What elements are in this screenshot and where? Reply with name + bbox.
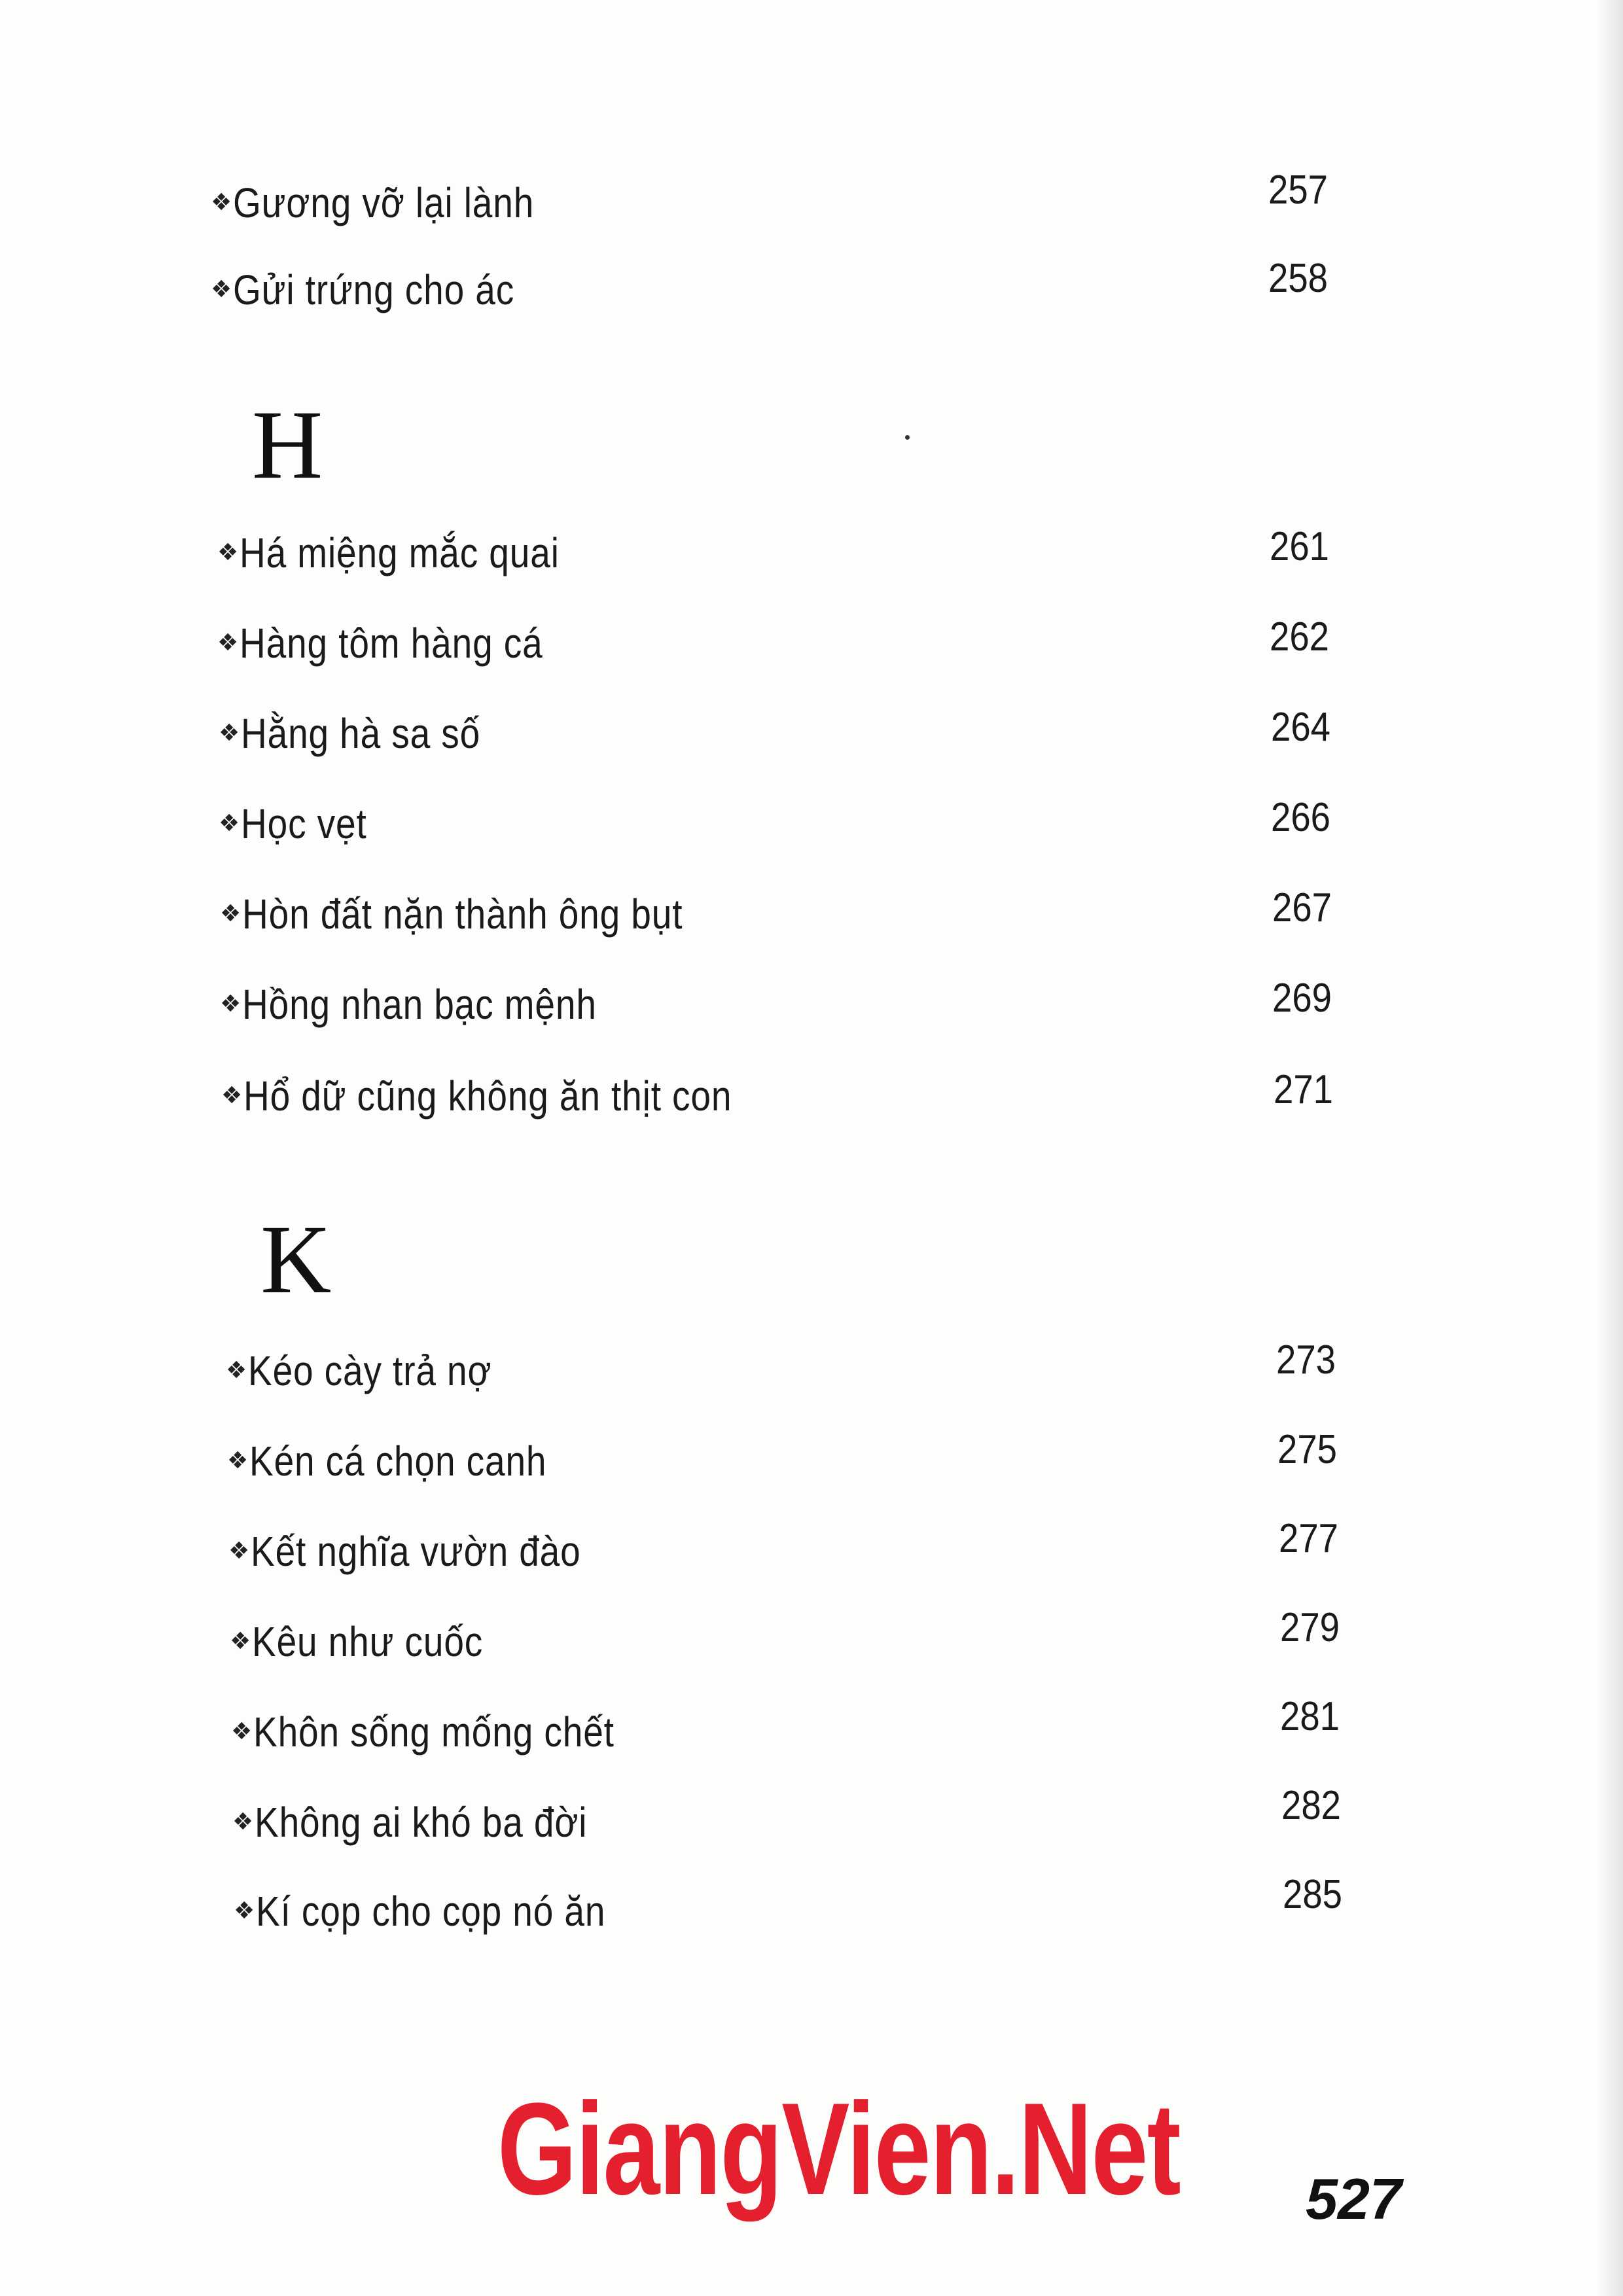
toc-entry-page: 279 (1280, 1605, 1340, 1650)
toc-entry-page: 261 (1270, 524, 1330, 569)
diamond-bullet-icon: ❖ (230, 1628, 251, 1655)
toc-entry (219, 794, 387, 853)
toc-entry-page: 271 (1274, 1067, 1334, 1112)
toc-entry-title: Hằng hà sa số (241, 710, 481, 757)
toc-entry-title: Kén cá chọn canh (249, 1438, 547, 1485)
section-letter-k: K (260, 1205, 332, 1314)
toc-entry (219, 704, 520, 763)
toc-entry (232, 1793, 641, 1852)
toc-entry (221, 1067, 812, 1125)
toc-entry-title: Gửi trứng cho ác (233, 266, 515, 313)
toc-entry (220, 975, 654, 1034)
toc-entry-page: 282 (1281, 1783, 1342, 1828)
toc-entry-title: Há miệng mắc quai (240, 529, 560, 576)
toc-entry-title: Khôn sống mống chết (253, 1708, 615, 1756)
toc-entry-title: Hồng nhan bạc mệnh (242, 981, 597, 1028)
toc-entry (230, 1612, 521, 1671)
toc-entry-page: 285 (1283, 1872, 1343, 1917)
toc-entry-title: Hổ dữ cũng không ăn thịt con (243, 1072, 732, 1120)
toc-entry-page: 277 (1279, 1516, 1339, 1561)
scan-speck (905, 435, 910, 440)
toc-entry (234, 1882, 662, 1941)
toc-entry (217, 523, 611, 582)
toc-entry (220, 885, 755, 944)
toc-entry-page: 262 (1270, 614, 1330, 660)
toc-entry-title: Không ai khó ba đời (255, 1799, 588, 1846)
toc-entry-page: 275 (1277, 1427, 1338, 1472)
toc-entry-page: 281 (1280, 1694, 1340, 1739)
diamond-bullet-icon: ❖ (217, 629, 239, 656)
toc-entry (228, 1522, 635, 1581)
toc-entry (217, 614, 592, 673)
toc-entry-title: Gương vỡ lại lành (233, 179, 535, 226)
diamond-bullet-icon: ❖ (234, 1898, 255, 1924)
diamond-bullet-icon: ❖ (232, 1809, 254, 1835)
diamond-bullet-icon: ❖ (211, 276, 232, 303)
diamond-bullet-icon: ❖ (228, 1538, 250, 1564)
toc-entry-page: 269 (1272, 976, 1332, 1021)
toc-entry (211, 260, 560, 319)
toc-entry-title: Kéo cày trả nợ (248, 1347, 492, 1394)
toc-entry (211, 173, 583, 232)
toc-entry-page: 267 (1272, 885, 1332, 930)
diamond-bullet-icon: ❖ (211, 189, 232, 216)
diamond-bullet-icon: ❖ (221, 1082, 243, 1109)
toc-entry-page: 258 (1268, 256, 1329, 301)
diamond-bullet-icon: ❖ (220, 991, 241, 1017)
toc-entry (226, 1341, 531, 1400)
watermark-logo: GiangVien.Net (497, 2076, 1181, 2222)
toc-entry-page: 273 (1276, 1337, 1336, 1383)
toc-entry-title: Kí cọp cho cọp nó ăn (256, 1888, 606, 1935)
diamond-bullet-icon: ❖ (220, 900, 241, 927)
toc-entry-title: Hòn đất nặn thành ông bụt (242, 891, 683, 938)
toc-entry-title: Học vẹt (241, 800, 367, 847)
toc-entry-title: Kêu như cuốc (252, 1618, 484, 1665)
section-letter-h: H (252, 391, 323, 499)
toc-entry-title: Kết nghĩa vườn đào (251, 1528, 581, 1575)
diamond-bullet-icon: ❖ (217, 539, 239, 566)
diamond-bullet-icon: ❖ (219, 720, 240, 747)
diamond-bullet-icon: ❖ (227, 1447, 249, 1474)
diamond-bullet-icon: ❖ (231, 1718, 253, 1745)
toc-entry-page: 257 (1268, 168, 1329, 213)
page-number: 527 (1306, 2166, 1402, 2231)
diamond-bullet-icon: ❖ (219, 810, 240, 837)
scan-edge-shadow (1597, 0, 1623, 2296)
toc-entry (227, 1432, 595, 1491)
toc-entry-page: 264 (1271, 705, 1331, 750)
toc-entry-page: 266 (1271, 795, 1331, 840)
diamond-bullet-icon: ❖ (226, 1357, 247, 1384)
toc-entry-title: Hàng tôm hàng cá (240, 620, 543, 667)
toc-entry (231, 1703, 673, 1761)
